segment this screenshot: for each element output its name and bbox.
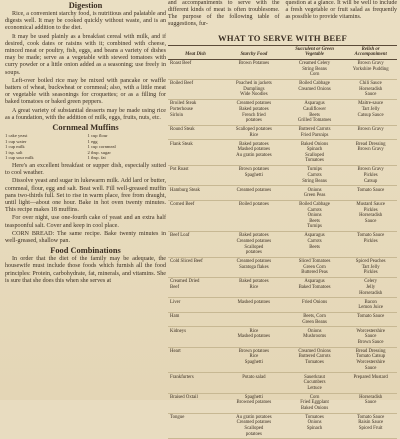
table-cell: Asparagus Cauliflower Beets Grilled Tomatoes	[285, 100, 345, 126]
table-cell: Brown potatoes Rice Spaghetti	[223, 347, 285, 373]
table-cell: Maitre-sauce Tart Jelly Catsup Sauce	[344, 100, 397, 126]
table-cell: Heart	[168, 347, 223, 373]
table-row	[168, 200, 397, 231]
table-cell: Horseradish Sauce	[344, 393, 397, 413]
paragraph: For over night, use one-fourth cake of yeast and an extra half teaspoonful salt. Cover and keep in cool place.	[5, 215, 166, 229]
muffin-paragraphs	[5, 163, 166, 245]
table-row	[168, 278, 397, 298]
table-cell: Brown Gravy	[344, 125, 397, 140]
table-cell: Spiced Peaches Tart Jelly Pickles	[344, 258, 397, 278]
paragraph: A great variety of substantial desserts may be made using rice as a foundation, with the addition of milk, eggs, fruits, nuts, etc.	[5, 107, 166, 121]
table-cell: Creamed potatoes Saratoga flakes	[223, 258, 285, 278]
ingredient-item: 1 cup flour	[87, 133, 108, 139]
left-column	[5, 0, 166, 400]
ingredient-item: 1 tsp. salt	[5, 149, 23, 155]
table-cell: Corn Fried Eggplant Baked Onions	[285, 393, 345, 413]
paragraph: Here's an excellent breakfast or supper dish, especially suited to cool weather.	[5, 163, 166, 177]
table-cell: Cold Sliced Beef	[168, 258, 223, 278]
table-cell: Round Steak	[168, 125, 223, 140]
table-cell: Hamburg Steak	[168, 186, 223, 201]
table-cell: Kidneys	[168, 327, 223, 347]
table-cell: Boiled Cabbage Creamed Onions	[285, 79, 345, 99]
table-row	[168, 166, 397, 186]
table-row	[168, 59, 397, 79]
table-cell: Tongue	[168, 413, 223, 439]
paragraph: Rice, a convenient starchy food, is nutritious and palatable and digests well. It may be cooked quickly without waste, and is an economical addition to the diet.	[5, 11, 166, 32]
table-cell: Boiled potatoes	[223, 200, 285, 231]
paragraph: CORN BREAD: The same recipe. Bake twenty minutes in well-greased, shallow pan.	[5, 230, 166, 245]
table-row	[168, 258, 397, 278]
table-cell: Creamed potatoes	[223, 186, 285, 201]
table-cell: Sliced Tomatoes Green Corn Buttered Peas	[285, 258, 345, 278]
table-cell: Au gratin potatoes Creamed potatoes Scalloped potatoes	[223, 413, 285, 439]
table-cell: Brown Potatoes	[223, 59, 285, 79]
header-relish: Relish or Accompaniment	[344, 46, 397, 60]
table-row	[168, 413, 397, 439]
ingredient-item: 1 egg	[87, 138, 98, 144]
table-cell: Buttered Carrots Fried Parsnips	[285, 125, 345, 140]
table-cell: Boiled Beef	[168, 79, 223, 99]
table-row	[168, 298, 397, 313]
right-column	[168, 0, 397, 437]
table-cell: Baked potatoes Rice	[223, 278, 285, 298]
table-cell: Celery Jelly Horseradish	[344, 278, 397, 298]
table-row	[168, 347, 397, 373]
table-cell: Boiled Cabbage Carrots Onions Beets Turnips	[285, 200, 345, 231]
table-cell: Bacon Lemon Juice	[344, 298, 397, 313]
table-cell: Mustard Sauce Pickles Horseradish Sauce	[344, 200, 397, 231]
table-cell: Baked Onions Spinach Scalloped Tomatoes	[285, 140, 345, 166]
ingredient-item: 1 cake yeast	[5, 133, 28, 139]
paragraph: It may be used plainly as a breakfast cereal with milk, and if desired, cook dates or raisins with it; combined with cheese, minced meat or poultry, fish, eggs, and beans a variety of dishes may be made; serve as a vegetable with stewed tomatoes with curry powder or a little onion added as a seasoning; use freely in soups.	[5, 33, 166, 76]
table-cell: Flank Steak	[168, 140, 223, 166]
table-cell: Liver	[168, 298, 223, 313]
combination-paragraphs	[5, 256, 166, 285]
table-cell: Creamed Celery String Beans Corn	[285, 59, 345, 79]
table-cell: Corned Beef	[168, 200, 223, 231]
table-row	[168, 100, 397, 126]
ingredient-item: 1 cup milk	[5, 144, 25, 150]
table-cell: Tomatoes Onions Spinach	[285, 413, 345, 439]
table-cell: Roast Beef	[168, 59, 223, 79]
digestion-heading: Digestion	[68, 1, 103, 10]
table-cell: Braised Oxtail	[168, 393, 223, 413]
table-cell: Asparagus Carrots Beets	[285, 232, 345, 258]
intro-left: and accompaniments to serve with the different kinds of meat is often troublesome. The purpose of the following table of suggestions, fur-	[168, 0, 280, 27]
table-cell: Beef Loaf	[168, 232, 223, 258]
table-row	[168, 125, 397, 140]
table-cell: Brown Gravy Yorkshire Pudding	[344, 59, 397, 79]
ingredient-item: 1 cup sour milk	[5, 155, 34, 161]
table-cell: Onions Mushrooms	[285, 327, 345, 347]
table-cell: Prepared Mustard	[344, 373, 397, 393]
table-cell: Potato salad	[223, 373, 285, 393]
ingredient-item: 1 cup cornmeal	[87, 144, 116, 150]
table-cell: Tomato Sauce	[344, 186, 397, 201]
serving-table	[168, 45, 397, 439]
header-starchy-food: Starchy Food	[223, 46, 285, 60]
table-row	[168, 393, 397, 413]
header-vegetable: Succulent or Green Vegetable	[285, 46, 345, 60]
table-cell: Bread Dressing Tomato Catsup Worcestershire Sauce	[344, 347, 397, 373]
table-row	[168, 327, 397, 347]
intro-right: question at a glance. It will be well to include a fresh vegetable or fruit salad as frequently as possible to provide vitamins.	[285, 0, 397, 20]
table-row	[168, 186, 397, 201]
table-cell: Tomato Sauce	[344, 312, 397, 327]
paragraph: Dissolve yeast and sugar in lukewarm milk. Add lard or butter, cornmeal, flour, egg and salt. Beat well. Fill well-greased muffin pans two-thirds full. Set to rise in warm place, free from draught, until light—about one hour. Bake in hot oven twenty minutes. This recipe makes 18 muffins.	[5, 178, 166, 214]
table-cell: Baked potatoes Mashed potatoes Au gratin potatoes	[223, 140, 285, 166]
table-cell: Sauerkraut Cucumbers Lettuce	[285, 373, 345, 393]
table-header-row	[168, 46, 397, 60]
table-row	[168, 312, 397, 327]
muffins-heading: Cornmeal Muffins	[52, 123, 119, 133]
header-meat-dish: Meat Dish	[168, 46, 223, 60]
table-cell: Tomato Sauce Pickles	[344, 232, 397, 258]
table-row	[168, 232, 397, 258]
table-cell: Frankfurters	[168, 373, 223, 393]
table-cell: Bread Dressing Brown Gravy	[344, 140, 397, 166]
table-cell: Brown Gravy Pickles Catsup	[344, 166, 397, 186]
table-cell: Worcestershire Sauce Brown Sauce	[344, 327, 397, 347]
table-cell: Ham	[168, 312, 223, 327]
table-row	[168, 140, 397, 166]
table-row	[168, 373, 397, 393]
ingredient-item: 2 tbsp. sugar	[87, 149, 111, 155]
table-cell: Poached in jackets Dumplings Wide Noodles	[223, 79, 285, 99]
table-cell: Rice Mashed potatoes	[223, 327, 285, 347]
ingredient-item: 1 tbsp. fat	[87, 155, 106, 161]
rice-paragraphs	[5, 11, 166, 122]
table-cell: Baked potatoes Creamed potatoes Scalloped potatoes	[223, 232, 285, 258]
table-cell: Chili Sauce Horseradish Sauce	[344, 79, 397, 99]
table-row	[168, 79, 397, 99]
table-cell: Pot Roast	[168, 166, 223, 186]
table-cell: Turnips Carrots String Beans	[285, 166, 345, 186]
table-cell: Broiled Steak Porterhouse Sirloin	[168, 100, 223, 126]
table-cell: Scalloped potatoes Rice	[223, 125, 285, 140]
table-cell	[223, 312, 285, 327]
table-cell: Creamed Onions Buttered Carrots Tomatoes	[285, 347, 345, 373]
table-cell: Brown potatoes Spaghetti	[223, 166, 285, 186]
table-title: WHAT TO SERVE WITH BEEF	[217, 33, 348, 43]
table-cell: Beets, Corn Green Beans	[285, 312, 345, 327]
food-combinations-heading: Food Combinations	[50, 246, 121, 256]
table-cell: Spaghetti Browned potatoes	[223, 393, 285, 413]
paragraph: In order that the diet of the family may be adequate, the housewife must include those foods which furnish all the food principles: Protein, carbohydrate, fat, minerals, and vitamins. She is sure that she does this when she serves at	[5, 256, 166, 284]
paragraph: Left-over boiled rice may be mixed with pancake or waffle batters of wheat, buckwheat or cornmeal; also, with a little meat or vegetable with seasonings for croquettes; or as a filling for baked tomatoes or baked green peppers.	[5, 77, 166, 106]
table-cell: Asparagus Baked Tomatoes	[285, 278, 345, 298]
ingredients-list	[5, 133, 166, 161]
table-cell: Fried Onions	[285, 298, 345, 313]
table-cell: Tomato Sauce Raisin Sauce Spiced Fruit	[344, 413, 397, 439]
intro-text	[168, 0, 397, 28]
table-cell: Creamed potatoes Baked potatoes French fried potatoes	[223, 100, 285, 126]
table-cell: Creamed Dried Beef	[168, 278, 223, 298]
table-cell: Onions Green Peas	[285, 186, 345, 201]
ingredient-item: 1 cup water	[5, 138, 27, 144]
table-cell: Mashed potatoes	[223, 298, 285, 313]
